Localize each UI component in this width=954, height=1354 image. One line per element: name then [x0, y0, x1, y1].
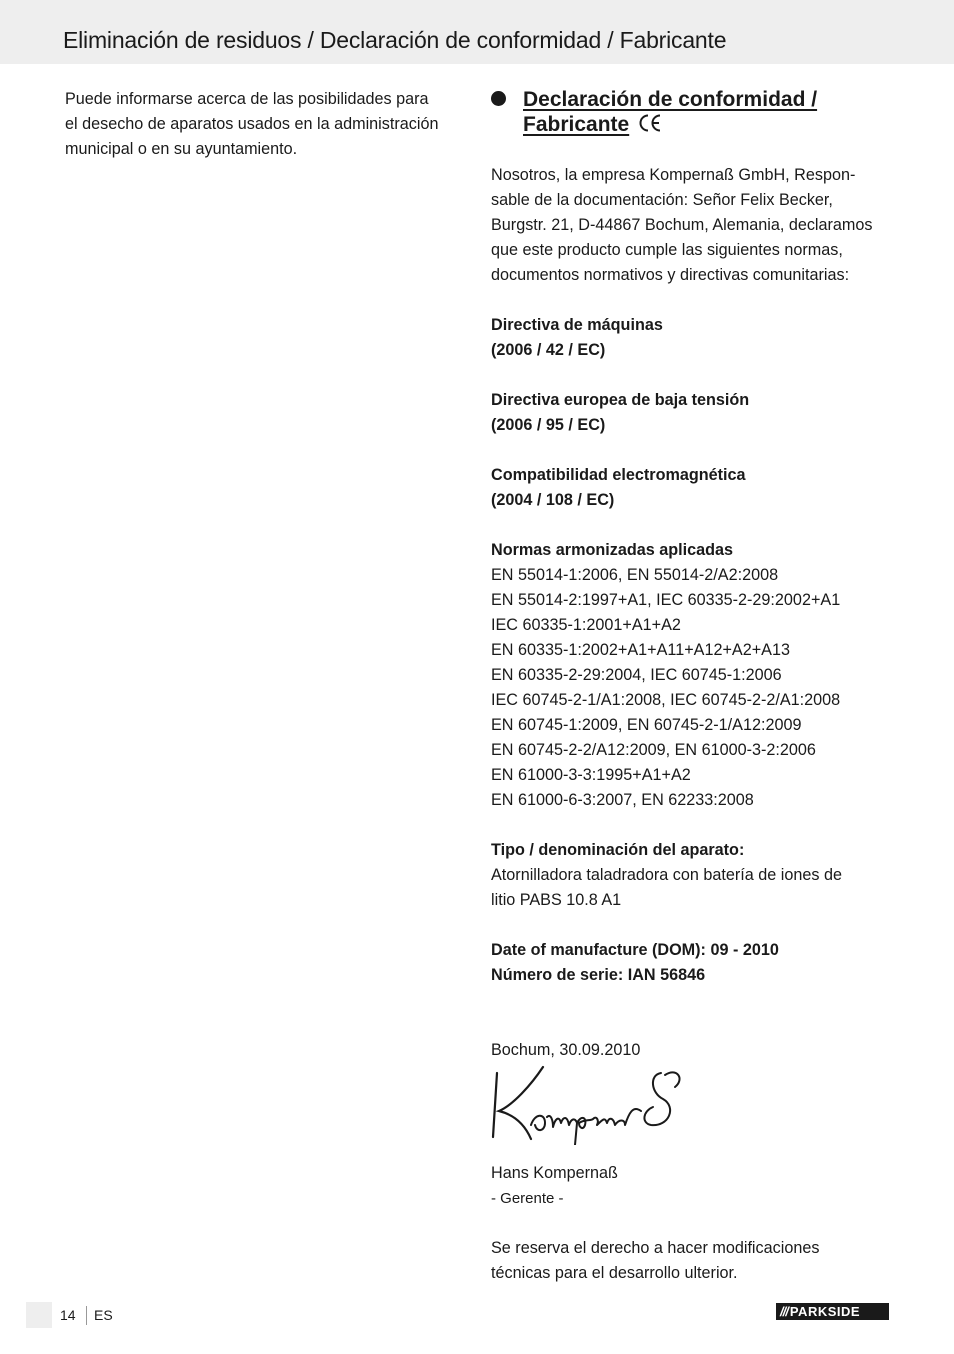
standard-line: EN 60745-1:2009, EN 60745-2-1/A12:2009	[491, 716, 802, 734]
brand-logo	[776, 1303, 889, 1320]
signatory-block	[491, 1161, 901, 1211]
disclaimer-line: técnicas para el desarrollo ulterior.	[491, 1264, 738, 1282]
standard-line: EN 60745-2-2/A12:2009, EN 61000-3-2:2006	[491, 741, 816, 759]
left-text-line: Puede informarse acerca de las posibilidades para	[65, 90, 429, 108]
signature-image	[491, 1065, 691, 1145]
directive-machinery	[491, 313, 901, 363]
right-column	[491, 87, 901, 1311]
section-title-line1: Declaración de conformidad /	[523, 88, 818, 111]
device-line: Atornilladora taladradora con batería de iones de	[491, 866, 842, 884]
brand-stripes: ///	[780, 1304, 788, 1319]
left-column	[65, 87, 465, 162]
left-text-line: el desecho de aparatos usados en la administración	[65, 115, 439, 133]
disclaimer	[491, 1236, 901, 1286]
device-heading: Tipo / denominación del aparato:	[491, 841, 745, 859]
standard-line: IEC 60335-1:2001+A1+A2	[491, 616, 681, 634]
device-line: litio PABS 10.8 A1	[491, 891, 622, 909]
intro-line: que este producto cumple las siguientes normas,	[491, 241, 843, 259]
standard-line: EN 60335-1:2002+A1+A11+A12+A2+A13	[491, 641, 790, 659]
bullet-icon	[491, 91, 506, 106]
standard-line: EN 60335-2-29:2004, IEC 60745-1:2006	[491, 666, 782, 684]
directive-name: Directiva de máquinas	[491, 316, 663, 334]
standard-line: EN 61000-6-3:2007, EN 62233:2008	[491, 791, 754, 809]
section-title-line2: Fabricante	[523, 113, 630, 136]
standards-block	[491, 538, 901, 813]
signatory-role: - Gerente -	[491, 1190, 564, 1207]
footer-marker	[26, 1302, 52, 1328]
directive-name: Directiva europea de baja tensión	[491, 391, 750, 409]
ce-mark-icon	[637, 113, 663, 133]
directive-low-voltage	[491, 388, 901, 438]
page-number: 14	[60, 1307, 76, 1323]
section-title	[523, 87, 901, 137]
place-date: Bochum, 30.09.2010	[491, 1041, 641, 1059]
directive-code: (2004 / 108 / EC)	[491, 491, 615, 509]
page-title: Eliminación de residuos / Declaración de conformidad / Fabricante	[63, 27, 727, 53]
standard-line: IEC 60745-2-1/A1:2008, IEC 60745-2-2/A1:2008	[491, 691, 841, 709]
intro-paragraph	[491, 163, 901, 288]
standard-line: EN 55014-1:2006, EN 55014-2/A2:2008	[491, 566, 779, 584]
device-block	[491, 838, 901, 913]
brand-name: PARKSIDE	[789, 1304, 861, 1319]
intro-line: documentos normativos y directivas comunitarias:	[491, 266, 850, 284]
standards-heading: Normas armonizadas aplicadas	[491, 541, 734, 559]
standard-line: EN 61000-3-3:1995+A1+A2	[491, 766, 691, 784]
manufacture-date: Date of manufacture (DOM): 09 - 2010	[491, 941, 779, 959]
directive-code: (2006 / 95 / EC)	[491, 416, 606, 434]
disclaimer-line: Se reserva el derecho a hacer modificaciones	[491, 1239, 820, 1257]
footer-divider	[86, 1306, 87, 1325]
serial-number: Número de serie: IAN 56846	[491, 966, 706, 984]
directive-emc	[491, 463, 901, 513]
language-code: ES	[94, 1307, 113, 1323]
signatory-name: Hans Kompernaß	[491, 1164, 618, 1182]
standard-line: EN 55014-2:1997+A1, IEC 60335-2-29:2002+A1	[491, 591, 841, 609]
left-text-line: municipal o en su ayuntamiento.	[65, 140, 298, 158]
intro-line: sable de la documentación: Señor Felix Becker,	[491, 191, 833, 209]
section-heading	[491, 87, 901, 137]
intro-line: Burgstr. 21, D-44867 Bochum, Alemania, declaramos	[491, 216, 873, 234]
manufacture-block	[491, 938, 901, 988]
intro-line: Nosotros, la empresa Kompernaß GmbH, Respon-	[491, 166, 856, 184]
directive-name: Compatibilidad electromagnética	[491, 466, 746, 484]
directive-code: (2006 / 42 / EC)	[491, 341, 606, 359]
